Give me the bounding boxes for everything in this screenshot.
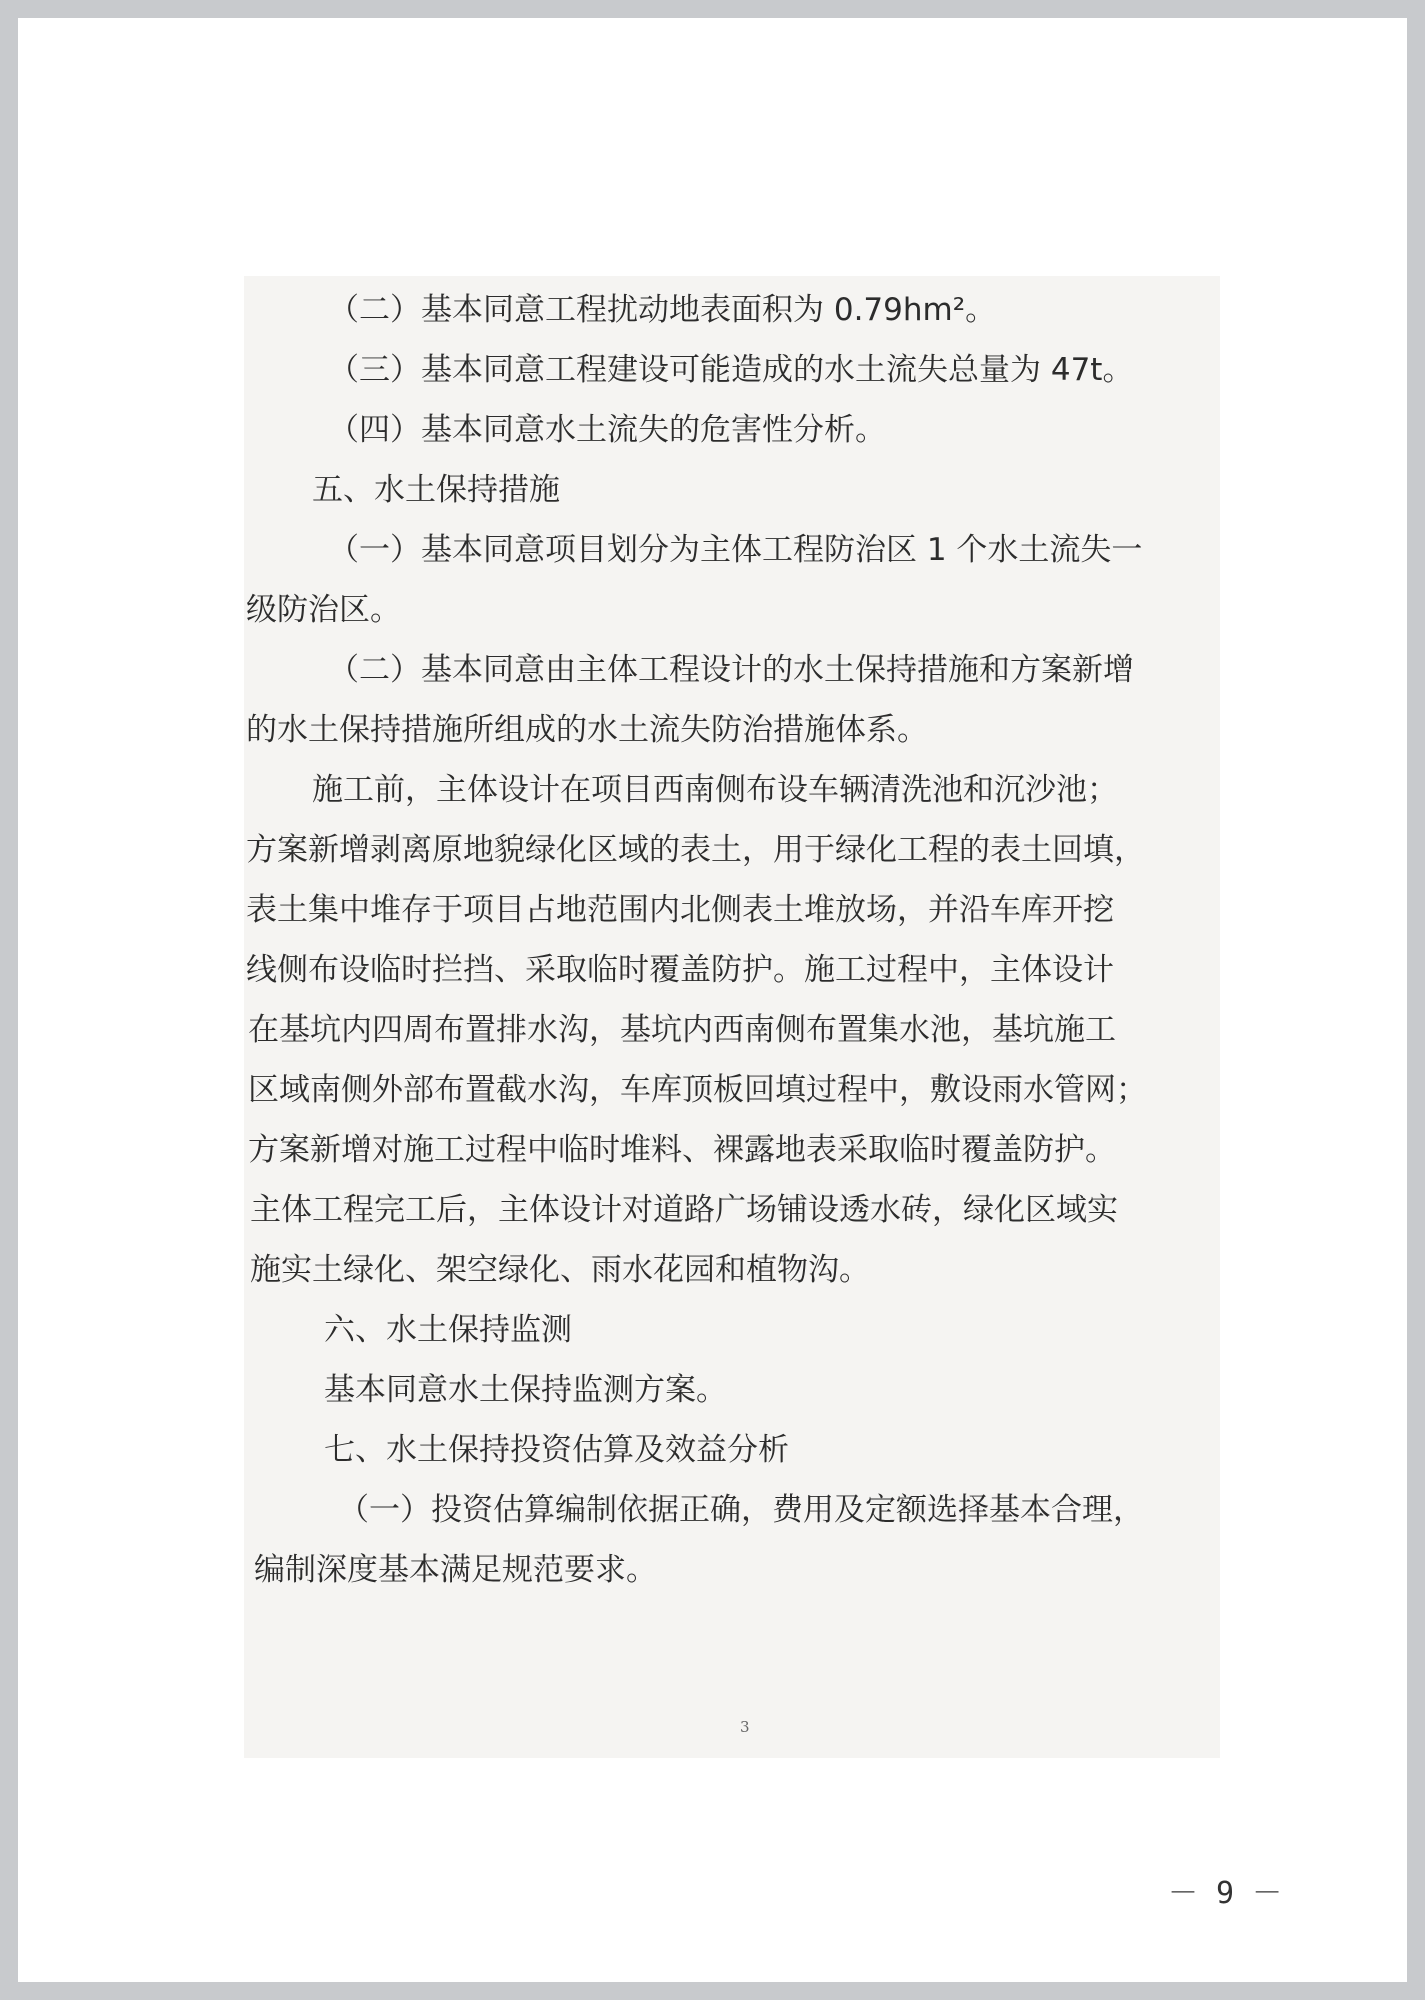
paragraph-line-3: 表土集中堆存于项目占地范围内北侧表土堆放场，并沿车库开挖: [246, 892, 1114, 928]
paragraph-line-6: 区域南侧外部布置截水沟，车库顶板回填过程中，敷设雨水管网；: [248, 1072, 1147, 1108]
section-heading-5: 五、水土保持措施: [312, 472, 560, 508]
inner-page-number: 3: [740, 1718, 750, 1736]
text-line-6-1: 基本同意水土保持监测方案。: [324, 1372, 727, 1408]
text-line-7-1a: （一）投资估算编制依据正确，费用及定额选择基本合理，: [338, 1492, 1144, 1528]
document-page: [18, 18, 1407, 1982]
text-line-5-1a: （一）基本同意项目划分为主体工程防治区 1 个水土流失一: [328, 532, 1143, 568]
outer-page-number: － 9 －: [1168, 1876, 1283, 1911]
text-line-5-1b: 级防治区。: [246, 592, 401, 628]
paragraph-line-1: 施工前，主体设计在项目西南侧布设车辆清洗池和沉沙池；: [312, 772, 1118, 808]
text-line-5-2a: （二）基本同意由主体工程设计的水土保持措施和方案新增: [328, 652, 1134, 688]
text-line-5-2b: 的水土保持措施所组成的水土流失防治措施体系。: [246, 712, 928, 748]
text-line-2-4: （四）基本同意水土流失的危害性分析。: [328, 412, 886, 448]
text-line-2-3: （三）基本同意工程建设可能造成的水土流失总量为 47t。: [328, 352, 1134, 388]
paragraph-line-9: 施实土绿化、架空绿化、雨水花园和植物沟。: [250, 1252, 870, 1288]
text-line-7-1b: 编制深度基本满足规范要求。: [254, 1552, 657, 1588]
paragraph-line-7: 方案新增对施工过程中临时堆料、裸露地表采取临时覆盖防护。: [248, 1132, 1116, 1168]
paragraph-line-8: 主体工程完工后，主体设计对道路广场铺设透水砖，绿化区域实: [250, 1192, 1118, 1228]
paragraph-line-2: 方案新增剥离原地貌绿化区域的表土，用于绿化工程的表土回填，: [246, 832, 1145, 868]
section-heading-7: 七、水土保持投资估算及效益分析: [324, 1432, 789, 1468]
section-heading-6: 六、水土保持监测: [324, 1312, 572, 1348]
paragraph-line-5: 在基坑内四周布置排水沟，基坑内西南侧布置集水池，基坑施工: [248, 1012, 1116, 1048]
paragraph-line-4: 线侧布设临时拦挡、采取临时覆盖防护。施工过程中，主体设计: [246, 952, 1114, 988]
text-line-2-2: （二）基本同意工程扰动地表面积为 0.79hm²。: [328, 292, 997, 328]
